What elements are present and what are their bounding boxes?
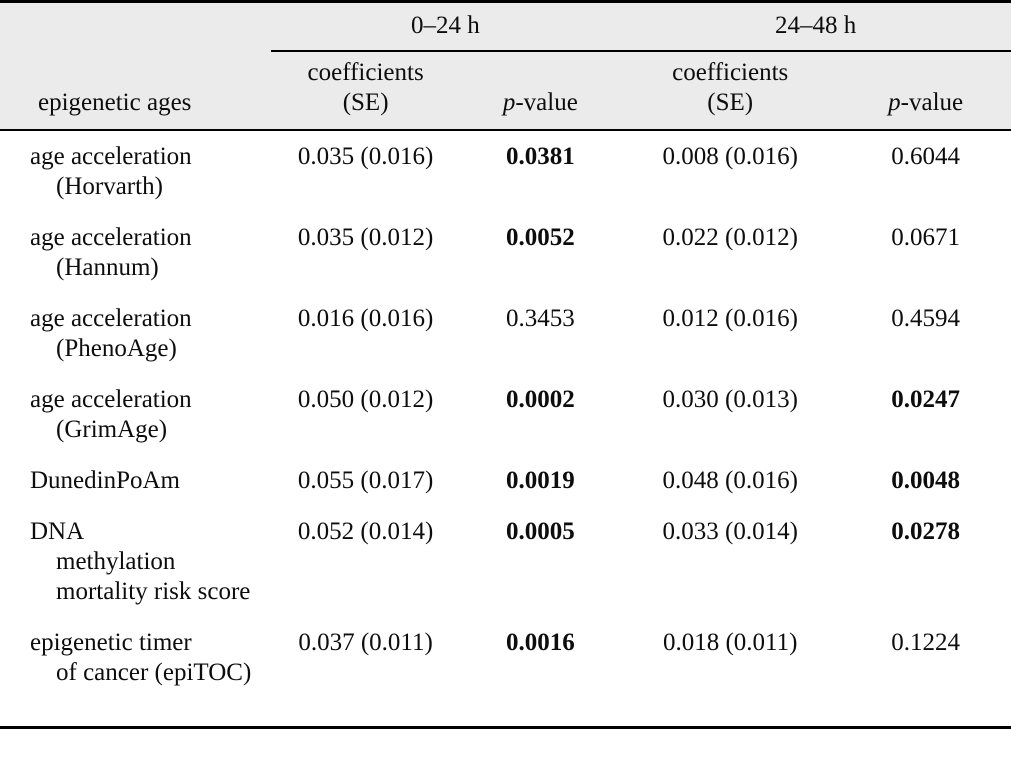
table-row	[0, 455, 1011, 506]
cell-coef-24-48h: 0.018 (0.011)	[620, 617, 840, 698]
table-row	[0, 293, 1011, 374]
cell-pvalue-0-24h: 0.0052	[461, 212, 621, 293]
cell-coef-0-24h: 0.052 (0.014)	[271, 506, 461, 617]
table-row	[0, 212, 1011, 293]
cell-pvalue-0-24h: 0.3453	[461, 293, 621, 374]
header-group-0-24h: 0–24 h	[271, 3, 620, 50]
row-label-main: DNA	[30, 518, 85, 545]
cell-coef-0-24h: 0.050 (0.012)	[271, 374, 461, 455]
header-coefficients-line1: coefficients	[307, 59, 424, 86]
header-group-24-48h: 24–48 h	[620, 3, 1011, 50]
cell-coef-24-48h: 0.048 (0.016)	[620, 455, 840, 506]
table-row	[0, 374, 1011, 455]
table-row	[0, 130, 1011, 212]
cell-coef-24-48h: 0.033 (0.014)	[620, 506, 840, 617]
header-coefficients-0-24h	[271, 51, 461, 129]
header-row-label: epigenetic ages	[0, 51, 271, 129]
cell-coef-24-48h: 0.008 (0.016)	[620, 130, 840, 212]
cell-pvalue-0-24h: 0.0016	[461, 617, 621, 698]
cell-coef-24-48h: 0.022 (0.012)	[620, 212, 840, 293]
cell-coef-0-24h: 0.037 (0.011)	[271, 617, 461, 698]
table-body	[0, 130, 1011, 728]
header-coefficients-line1-b: coefficients	[672, 59, 789, 86]
cell-pvalue-24-48h: 0.6044	[840, 130, 1011, 212]
row-label	[0, 130, 271, 212]
header-coefficients-24-48h	[620, 51, 840, 129]
row-label	[0, 374, 271, 455]
cell-pvalue-0-24h: 0.0005	[461, 506, 621, 617]
row-label-main: age acceleration	[30, 224, 192, 251]
row-label	[0, 617, 271, 698]
row-label-sub: methylation mortality risk score	[56, 548, 251, 605]
cell-pvalue-24-48h: 0.4594	[840, 293, 1011, 374]
header-pvalue-italic-0-24h: p	[502, 88, 516, 116]
row-label-sub: (Hannum)	[56, 254, 159, 281]
row-label-main: DunedinPoAm	[30, 467, 180, 494]
cell-pvalue-24-48h: 0.0671	[840, 212, 1011, 293]
cell-pvalue-24-48h: 0.1224	[840, 617, 1011, 698]
row-label-main: epigenetic timer	[30, 629, 192, 656]
cell-pvalue-0-24h: 0.0002	[461, 374, 621, 455]
row-label-main: age acceleration	[30, 305, 192, 332]
header-pvalue-rest-24-48h: -value	[900, 88, 964, 116]
header-coefficients-line2: (SE)	[342, 88, 389, 116]
row-label	[0, 506, 271, 617]
row-label-sub: (GrimAge)	[56, 416, 168, 443]
table-header	[0, 2, 1011, 131]
cell-coef-0-24h: 0.035 (0.012)	[271, 212, 461, 293]
row-label	[0, 212, 271, 293]
header-pvalue-rest-0-24h: -value	[515, 88, 578, 116]
table-row	[0, 617, 1011, 698]
header-subhead-row	[0, 51, 1011, 129]
cell-coef-24-48h: 0.030 (0.013)	[620, 374, 840, 455]
cell-pvalue-24-48h: 0.0247	[840, 374, 1011, 455]
cell-pvalue-24-48h: 0.0048	[840, 455, 1011, 506]
cell-coef-0-24h: 0.055 (0.017)	[271, 455, 461, 506]
table-row	[0, 506, 1011, 617]
header-coefficients-line2-b: (SE)	[707, 88, 754, 116]
row-label	[0, 293, 271, 374]
row-label-main: age acceleration	[30, 143, 192, 170]
row-label-main: age acceleration	[30, 386, 192, 413]
header-pvalue-24-48h	[840, 51, 1011, 129]
cell-pvalue-24-48h: 0.0278	[840, 506, 1011, 617]
table-bottom-spacer	[0, 698, 1011, 726]
cell-coef-0-24h: 0.035 (0.016)	[271, 130, 461, 212]
cell-pvalue-0-24h: 0.0019	[461, 455, 621, 506]
table-bottom-rule	[0, 726, 1011, 728]
cell-pvalue-0-24h: 0.0381	[461, 130, 621, 212]
row-label-sub: (Horvarth)	[56, 173, 163, 200]
header-group-spacer	[0, 3, 271, 50]
row-label-sub: (PhenoAge)	[56, 335, 177, 362]
header-pvalue-0-24h	[461, 51, 621, 129]
row-label-sub: of cancer (epiTOC)	[56, 659, 252, 686]
row-label	[0, 455, 271, 506]
header-pvalue-italic-24-48h: p	[888, 88, 901, 116]
header-group-row	[0, 3, 1011, 50]
cell-coef-24-48h: 0.012 (0.016)	[620, 293, 840, 374]
cell-coef-0-24h: 0.016 (0.016)	[271, 293, 461, 374]
